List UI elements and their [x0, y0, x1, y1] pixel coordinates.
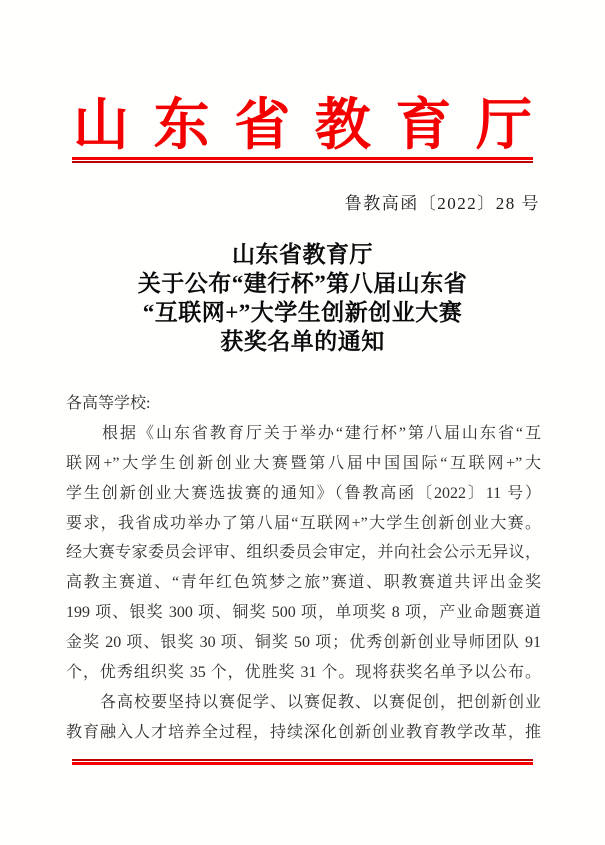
- body-line: 要求，我省成功举办了第八届“互联网+”大学生创新创业大赛。: [66, 514, 541, 532]
- body-line: 联网+”大学生创新创业大赛暨第八届中国国际“互联网+”大: [66, 454, 541, 472]
- document-number: 鲁教高函〔2022〕28 号: [344, 194, 540, 213]
- body-line: 教育融入人才培养全过程，持续深化创新创业教育教学改革，推: [66, 723, 541, 741]
- body-line: 根据《山东省教育厅关于举办“建行杯”第八届山东省“互: [66, 424, 541, 442]
- body-line: 199 项、银奖 300 项、铜奖 500 项，单项奖 8 项，产业命题赛道: [66, 604, 541, 622]
- notice-title-line-4: 获奖名单的通知: [220, 329, 385, 354]
- body-line: 学生创新创业大赛选拔赛的通知》（鲁教高函〔2022〕11 号）: [66, 484, 541, 502]
- body-line: 各高校要坚持以赛促学、以赛促教、以赛促创，把创新创业: [66, 693, 541, 711]
- letterhead-agency-title: 山东省教育厅: [73, 95, 532, 157]
- notice-title-line-1: 山东省教育厅: [232, 242, 373, 267]
- notice-title-line-2: 关于公布“建行杯”第八届山东省: [137, 271, 468, 296]
- notice-title: [0, 240, 605, 356]
- notice-title-line-3: “互联网+”大学生创新创业大赛: [142, 300, 463, 325]
- body-line: 经大赛专家委员会评审、组织委员会审定，并向社会公示无异议，: [66, 544, 541, 562]
- divider-thick-line: [72, 762, 533, 765]
- document-body: [66, 389, 541, 748]
- divider-thin-line: [72, 161, 533, 163]
- body-line: 高教主赛道、“青年红色筑梦之旅”赛道、职教赛道共评出金奖: [66, 574, 541, 592]
- footer-divider: [72, 759, 533, 765]
- letterhead-divider: [72, 157, 533, 163]
- body-line: 金奖 20 项、银奖 30 项、铜奖 50 项；优秀创新创业导师团队 91: [66, 634, 541, 652]
- salutation-line: 各高等学校:: [66, 395, 151, 412]
- body-line: 个，优秀组织奖 35 个，优胜奖 31 个。现将获奖名单予以公布。: [66, 664, 541, 682]
